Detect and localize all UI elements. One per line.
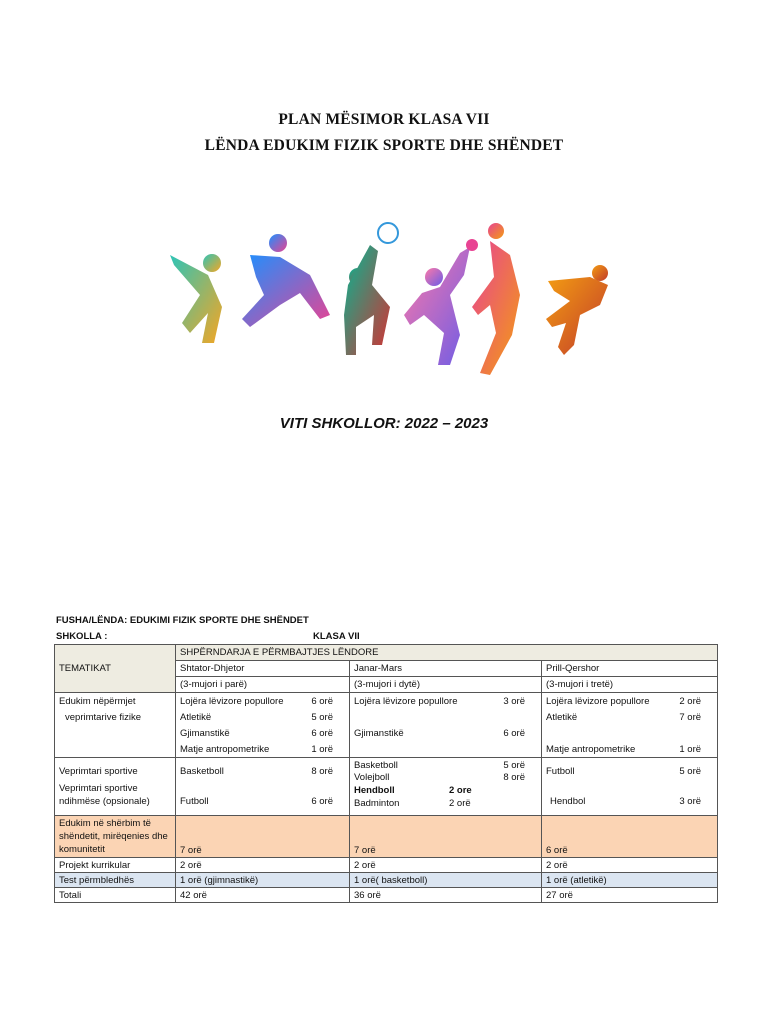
row-value: 7 orë [350, 816, 542, 858]
athlete-figure [242, 234, 330, 327]
row-value: 1 orë (gjimnastikë) [176, 873, 350, 888]
school-label: SHKOLLA : [56, 631, 108, 642]
sports-illustration [160, 215, 630, 390]
row-value: 27 orë [542, 888, 718, 903]
row-value: 2 orë [542, 858, 718, 873]
row-label: Veprimtari sportive Veprimtari sportive ndihmëse (opsionale) [55, 758, 176, 816]
athlete-figure [546, 265, 608, 355]
period-cell: Lojëra lëvizore popullore 6 orë Atletikë 5 orë Gjimanstikë 6 orë Matje antropometrike 1 orë [176, 693, 350, 758]
row-value: 2 orë [176, 858, 350, 873]
row-label: Edukim nëpërmjet veprimtarive fizike [55, 693, 176, 758]
school-info-line [56, 631, 360, 642]
ball-icon [466, 239, 478, 251]
curriculum-table [54, 644, 718, 903]
period-cell: Futboll 5 orë Hendbol 3 orë [542, 758, 718, 816]
row-value: 1 orë (atletikë) [542, 873, 718, 888]
title-line-1: PLAN MËSIMOR KLASA VII [278, 111, 490, 128]
row-value: 42 orë [176, 888, 350, 903]
period-cell: Lojëra lëvizore popullore 3 orë Gjimanstikë 6 orë [350, 693, 542, 758]
athlete-figure [472, 223, 520, 375]
athlete-figure [404, 247, 470, 365]
row-label: Totali [55, 888, 176, 903]
row-label: Projekt kurrikular [55, 858, 176, 873]
period-sub: (3-mujori i parë) [176, 677, 350, 693]
subject-field: FUSHA/LËNDA: EDUKIMI FIZIK SPORTE DHE SHËNDET [56, 615, 309, 626]
period-sub: (3-mujori i tretë) [542, 677, 718, 693]
title-line-2: LËNDA EDUKIM FIZIK SPORTE DHE SHËNDET [204, 137, 564, 154]
period-name: Prill-Qershor [542, 661, 718, 677]
class-label: KLASA VII [313, 631, 360, 642]
row-value: 6 orë [542, 816, 718, 858]
period-cell: Basketboll 8 orë Futboll 6 orë [176, 758, 350, 816]
period-cell: Basketboll 5 orë Volejboll 8 orë Hendboll 2 ore Badminton 2 orë [350, 758, 542, 816]
tennis-racket-icon [378, 223, 398, 243]
row-value: 2 orë [350, 858, 542, 873]
row-label: Test përmbledhës [55, 873, 176, 888]
period-cell: Lojëra lëvizore popullore 2 orë Atletikë 7 orë Matje antropometrike 1 orë [542, 693, 718, 758]
row-label: Edukim në shërbim të shëndetit, mirëqenies dhe komunitetit [55, 816, 176, 858]
athlete-figure [344, 245, 390, 355]
tematikat-header: TEMATIKAT [55, 645, 176, 693]
period-name: Janar-Mars [350, 661, 542, 677]
row-value: 1 orë( basketboll) [350, 873, 542, 888]
period-name: Shtator-Dhjetor [176, 661, 350, 677]
row-value: 36 orë [350, 888, 542, 903]
distribution-header: SHPËRNDARJA E PËRMBAJTJES LËNDORE [176, 645, 718, 661]
row-value: 7 orë [176, 816, 350, 858]
period-sub: (3-mujori i dytë) [350, 677, 542, 693]
school-year: VITI SHKOLLOR: 2022 – 2023 [279, 415, 489, 432]
athlete-figure [170, 254, 222, 343]
